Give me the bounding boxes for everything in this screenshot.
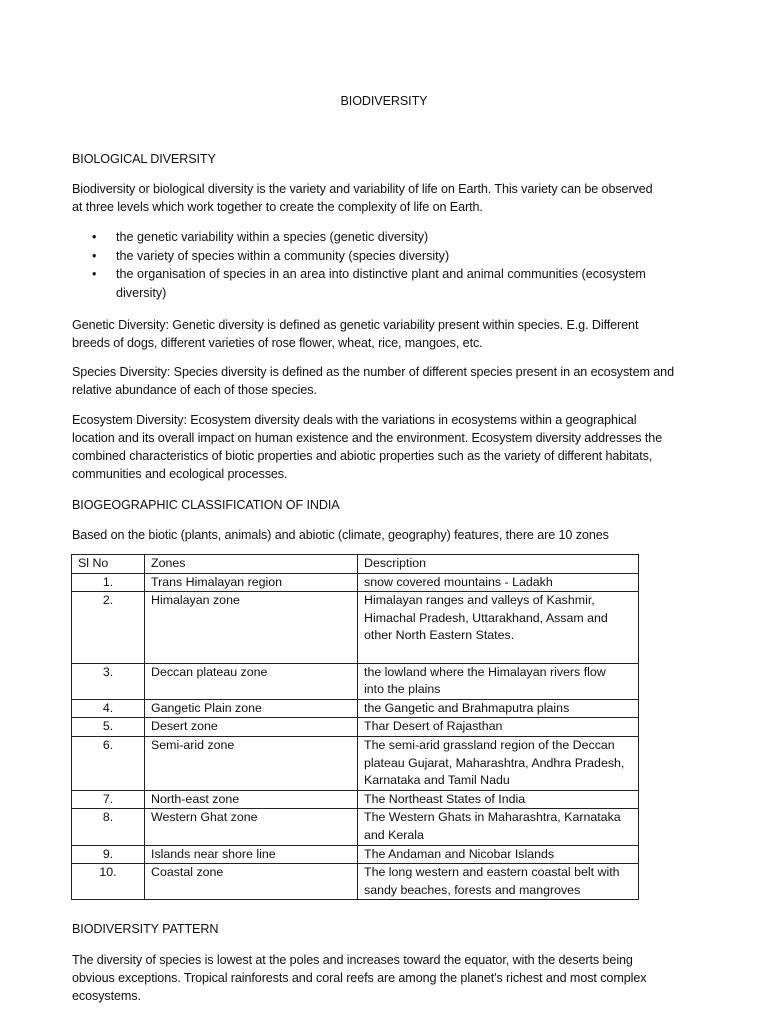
- column-header-description: Description: [358, 555, 639, 574]
- line: The Andaman and Nicobar Islands: [364, 846, 555, 861]
- cell-sl-no: 1.: [72, 573, 145, 592]
- heading-biogeographic-classification: BIOGEOGRAPHIC CLASSIFICATION OF INDIA: [72, 498, 340, 512]
- species-diversity-paragraph: [72, 363, 697, 399]
- biodiversity-pattern-paragraph: [72, 951, 697, 1005]
- ecosystem-diversity-paragraph: [72, 411, 697, 483]
- bullet-icon: •: [92, 267, 97, 281]
- cell-description: [358, 790, 639, 809]
- line: The Northeast States of India: [364, 791, 526, 806]
- cell-sl-no: 8.: [72, 809, 145, 845]
- line: Himalayan ranges and valleys of Kashmir,: [364, 593, 595, 608]
- genetic-diversity-paragraph: [72, 316, 697, 352]
- table-row: [72, 864, 639, 900]
- diversity-levels-list: [72, 228, 662, 302]
- cell-sl-no: 4.: [72, 699, 145, 718]
- cell-sl-no: 3.: [72, 663, 145, 699]
- line: the genetic variability within a species (genetic diversity): [116, 230, 429, 244]
- cell-description: [358, 573, 639, 592]
- cell-zone: Semi-arid zone: [145, 736, 358, 790]
- column-header-zones: Zones: [145, 555, 358, 574]
- line: The Western Ghats in Maharashtra, Karnataka: [364, 810, 621, 825]
- line: plateau Gujarat, Maharashtra, Andhra Pradesh,: [364, 755, 625, 770]
- line: combined characteristics of biotic properties and abiotic properties such as the variety of different habitats,: [72, 449, 653, 463]
- line: breeds of dogs, different varieties of rose flower, wheat, rice, mangoes, etc.: [72, 336, 483, 350]
- line: at three levels which work together to create the complexity of life on Earth.: [72, 200, 483, 214]
- line: Ecosystem Diversity: Ecosystem diversity deals with the variations in ecosystems within a geographical: [72, 413, 637, 427]
- cell-description: [358, 699, 639, 718]
- heading-biological-diversity: BIOLOGICAL DIVERSITY: [72, 152, 216, 166]
- cell-zone: Himalayan zone: [145, 592, 358, 663]
- cell-zone: Gangetic Plain zone: [145, 699, 358, 718]
- line: The semi-arid grassland region of the Deccan: [364, 737, 615, 752]
- heading-biodiversity-pattern: BIODIVERSITY PATTERN: [72, 922, 219, 936]
- cell-description: [358, 864, 639, 900]
- line: Biodiversity or biological diversity is the variety and variability of life on Earth. This variety can be observed: [72, 182, 653, 196]
- table-row: [72, 718, 639, 737]
- line: Species Diversity: Species diversity is defined as the number of different species present in an ecosystem and: [72, 365, 674, 379]
- line: Genetic Diversity: Genetic diversity is defined as genetic variability present within species. E.g. Different: [72, 318, 639, 332]
- cell-description: [358, 663, 639, 699]
- line: [364, 645, 632, 663]
- line: The long western and eastern coastal belt with: [364, 865, 620, 880]
- line: snow covered mountains - Ladakh: [364, 574, 553, 589]
- line: into the plains: [364, 682, 441, 697]
- table-row: [72, 699, 639, 718]
- cell-zone: North-east zone: [145, 790, 358, 809]
- line: the lowland where the Himalayan rivers flow: [364, 664, 606, 679]
- line: the Gangetic and Brahmaputra plains: [364, 700, 570, 715]
- line: ecosystems.: [72, 989, 141, 1003]
- cell-sl-no: 6.: [72, 736, 145, 790]
- table-row: [72, 809, 639, 845]
- line: sandy beaches, forests and mangroves: [364, 882, 581, 897]
- line: other North Eastern States.: [364, 628, 515, 643]
- list-item: [72, 228, 662, 247]
- line: communities and ecological processes.: [72, 467, 288, 481]
- table-header-row: [72, 555, 639, 574]
- cell-sl-no: 9.: [72, 845, 145, 864]
- table-row: [72, 736, 639, 790]
- cell-description: [358, 592, 639, 663]
- line: relative abundance of each of those species.: [72, 383, 317, 397]
- cell-zone: Deccan plateau zone: [145, 663, 358, 699]
- table-row: [72, 592, 639, 663]
- cell-zone: Desert zone: [145, 718, 358, 737]
- cell-zone: Trans Himalayan region: [145, 573, 358, 592]
- list-item: [72, 265, 662, 302]
- line: and Kerala: [364, 827, 424, 842]
- cell-sl-no: 5.: [72, 718, 145, 737]
- list-item: [72, 247, 662, 266]
- cell-description: [358, 736, 639, 790]
- line: obvious exceptions. Tropical rainforests and coral reefs are among the planet's richest and most complex: [72, 971, 647, 985]
- column-header-sl-no: Sl No: [72, 555, 145, 574]
- line: Himachal Pradesh, Uttarakhand, Assam and: [364, 610, 608, 625]
- document-title: BIODIVERSITY: [340, 94, 428, 108]
- bullet-icon: •: [92, 230, 97, 244]
- cell-description: [358, 845, 639, 864]
- table-row: [72, 573, 639, 592]
- bullet-icon: •: [92, 248, 97, 263]
- cell-zone: Coastal zone: [145, 864, 358, 900]
- cell-sl-no: 10.: [72, 864, 145, 900]
- zones-intro-paragraph: Based on the biotic (plants, animals) and abiotic (climate, geography) features, there are 10 zones: [72, 528, 609, 542]
- line: location and its overall impact on human existence and the environment. Ecosystem diversity addresses the: [72, 431, 663, 445]
- cell-description: [358, 718, 639, 737]
- line: the organisation of species in an area into distinctive plant and animal communities (ecosystem: [116, 267, 646, 281]
- line: Karnataka and Tamil Nadu: [364, 773, 510, 788]
- cell-zone: Western Ghat zone: [145, 809, 358, 845]
- table-row: [72, 790, 639, 809]
- cell-sl-no: 7.: [72, 790, 145, 809]
- biodiversity-intro-paragraph: [72, 180, 697, 216]
- line: diversity): [116, 285, 167, 300]
- table-row: [72, 845, 639, 864]
- line: Thar Desert of Rajasthan: [364, 719, 503, 734]
- line: the variety of species within a community (species diversity): [116, 248, 450, 263]
- biogeographic-zones-table: [71, 554, 639, 900]
- cell-description: [358, 809, 639, 845]
- cell-sl-no: 2.: [72, 592, 145, 663]
- cell-zone: Islands near shore line: [145, 845, 358, 864]
- table-row: [72, 663, 639, 699]
- line: The diversity of species is lowest at the poles and increases toward the equator, with the deserts being: [72, 953, 633, 967]
